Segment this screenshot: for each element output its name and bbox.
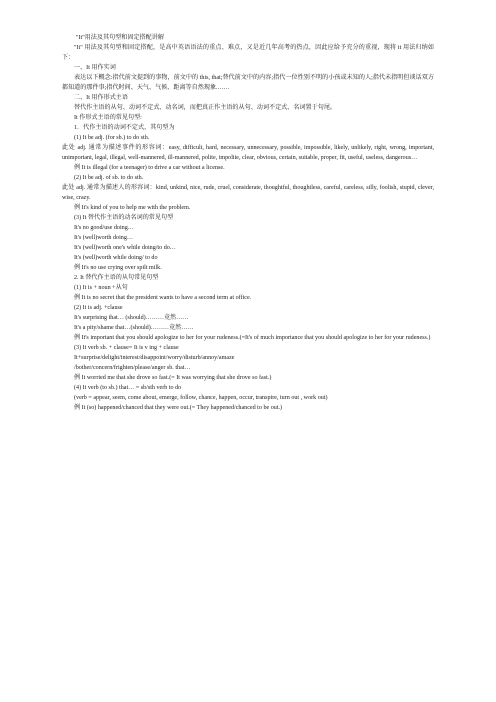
section-2-body: 替代作主语的从句、动词不定式、动名词，而把真正作主语的从句、动词不定式、名词置于句尾。 (74, 105, 337, 111)
example-line: 例 It's no use crying over spilt milk. (74, 265, 162, 271)
text-line: /bother/concern/frighten/please/anger sb. that… (74, 365, 191, 371)
text-line: It's no good/use doing… (74, 225, 134, 231)
document-title: "It"用法及其句型和固定搭配讲解 (76, 35, 164, 41)
text-paragraph: 此处 adj. 通常为描述事件的形容词：easy, difficult, hard, necessary, unnecessary, possible, impossible, likely, unlikely, right, wrong, important, unimportant, legal, illegal, well-mannered, ill-mannered, polite, impolite, clear, obvious, certain, suitable, proper, fit, useful, useless, dangerous… (62, 145, 434, 161)
text-line: 1．代作主语的动词不定式，其句型为 (74, 125, 175, 131)
text-line: It's (well)worth one's while doing/to do… (74, 245, 176, 251)
example-line: 例 It's kind of you to help me with the problem. (74, 205, 191, 211)
text-line: It's (well)worth while doing/ to do (74, 255, 158, 261)
text-line: It+surprise/delight/interest/disappoint/worry/disturb/annoy/amaze (74, 355, 235, 361)
example-paragraph: 例 It's important that you should apologize to her for your rudeness.(=It's of much importance that you should apologize to her for your rudeness.) (74, 335, 431, 341)
section-1-heading: 一、It 用作实词 (74, 65, 116, 71)
section-1-body: 表达以下概念:指代前文提到的事物，前文中的 this, that;替代前文中的内容;指代一位性别不明的小孩或未知的人;指代未指明但谈话双方都知道的那件事;指代时间、天气、气候、距离等自然现象.…… (62, 75, 434, 91)
example-line: 例 It (so) happened/chanced that they were out.(= They happened/chanced to be out.) (74, 405, 283, 411)
intro-paragraph: "It" 用法及其句型和固定搭配，是高中英语语法的重点、难点，又是近几年高考的热点，因此应给予充分的重视，现将 it 用法归纳如下： (62, 45, 434, 61)
section-2-heading: 二、It 用作形式主语 (74, 95, 128, 101)
text-line: (2) It be adj. of sb. to do sth. (74, 175, 144, 181)
text-line: (3) It verb sb. + clause= It is v ing + clause (74, 345, 179, 351)
text-line: It's a pity/shame that…(should)………竟然…… (74, 325, 194, 331)
text-line: (1) It is + noun +从句 (74, 285, 128, 291)
example-line: 例 It worried me that she drove so fast.(= It was worrying that she drove so fast.) (74, 375, 272, 381)
text-line: (3) It 替代作主语的动名词的常见句型 (74, 215, 174, 221)
text-line: 2. It 替代作主语的从句常见句型 (74, 275, 159, 281)
text-line: It 作形式主语的常见句型: (74, 115, 142, 121)
text-line: (4) It verb (to sb.) that… = sb/sth verb to do (74, 385, 182, 391)
text-line: (2) It is adj. +clause (74, 305, 123, 311)
text-line: (1) It be adj. (for sb.) to do sth. (74, 135, 150, 141)
example-line: 例 It is illegal (for a teenager) to drive a car without a license. (74, 165, 225, 171)
example-line: 例 It is no secret that the president wants to have a second term at office. (74, 295, 252, 301)
text-line: It's (well)worth doing… (74, 235, 133, 241)
text-line: It's surprising that… (should)………竟然…… (74, 315, 189, 321)
text-paragraph: 此处 adj. 通常为描述人的形容词：kind, unkind, nice, rude, cruel, considerate, thoughtful, thoughtless, careful, careless, silly, foolish, stupid, clever, wise, crazy. (62, 185, 434, 201)
document-body (62, 33, 434, 413)
text-paragraph: (verb = appear, seem, come about, emerge, follow, chance, happen, occur, transpire, turn out , work out) (74, 395, 328, 401)
